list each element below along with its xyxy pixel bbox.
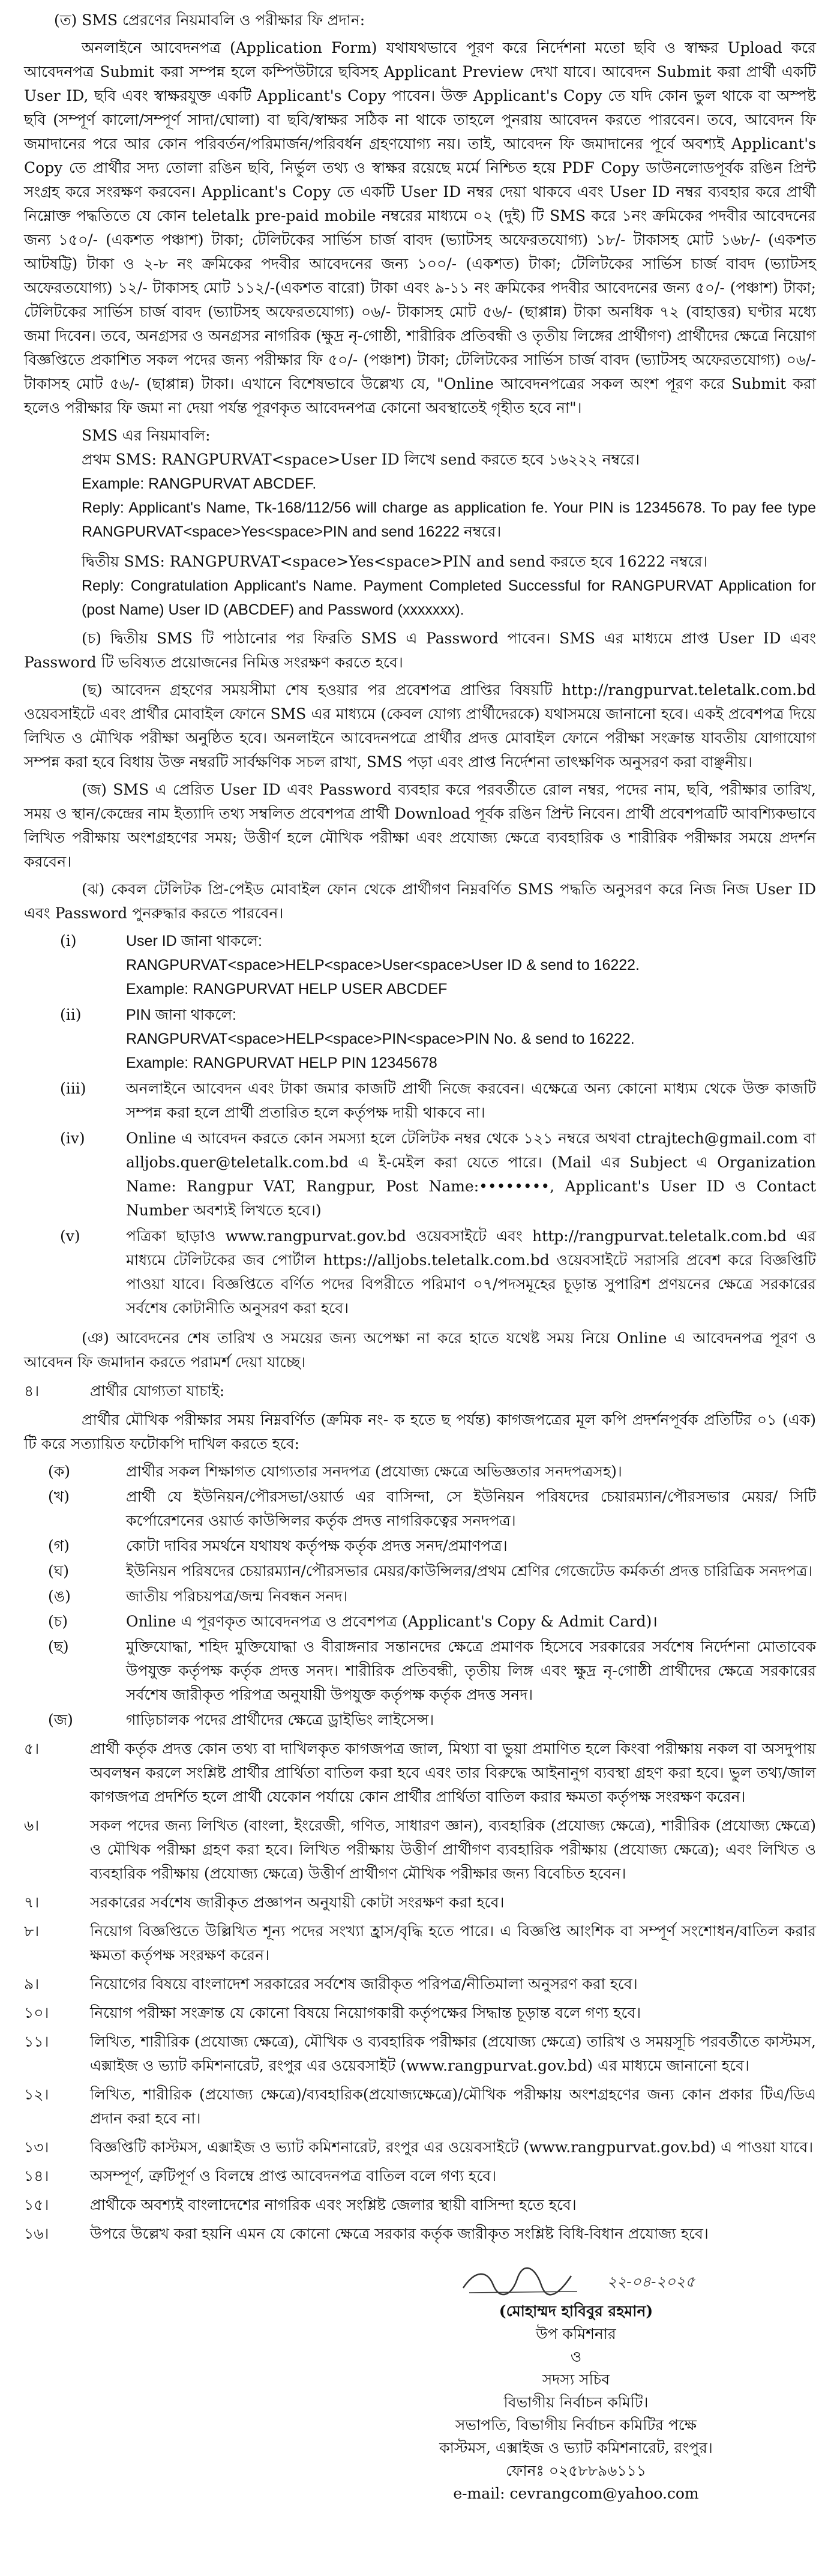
clause-number: ১২। (24, 2086, 49, 2103)
signatory-name: (মোহাম্মদ হাবিবুর রহমান) (499, 2302, 653, 2320)
signature-row (408, 2264, 744, 2300)
clause-number: ৮। (24, 1922, 40, 1940)
eligibility-item-label: (জ) (48, 1711, 73, 1729)
clause (24, 2222, 816, 2246)
recovery-list (60, 929, 816, 1320)
clause-number: ১৬। (24, 2225, 49, 2242)
eligibility-item (48, 1485, 816, 1533)
eligibility-item (48, 1559, 816, 1583)
clause-text: নিয়োগ বিজ্ঞপ্তিতে উল্লিখিত শূন্য পদের সংখ্যা হ্রাস/বৃদ্ধি হতে পারে। এ বিজ্ঞপ্তি আংশিক বা সম্পূর্ণ সংশোধন/বাতিল করার ক্ষমতা কর্তৃপক্ষ সংরক্ষণ করেন। (90, 1922, 816, 1964)
eligibility-item-text: Online এ পূরণকৃত আবেদনপত্র ও প্রবেশপত্র (Applicant's Copy & Admit Card)। (126, 1613, 658, 1630)
recovery-line: Example: RANGPURVAT HELP PIN 12345678 (126, 1055, 437, 1071)
eligibility-section (24, 1379, 816, 1732)
recovery-line: RANGPURVAT<space>HELP<space>User<space>User ID & send to 16222. (126, 957, 640, 974)
clause-text: সরকারের সর্বশেষ জারীকৃত প্রজ্ঞাপন অনুযায়ী কোটা সংরক্ষণ করা হবে। (90, 1894, 505, 1911)
eligibility-item-label: (ছ) (48, 1638, 69, 1655)
eligibility-item-label: (খ) (48, 1488, 70, 1505)
clause-text: অসম্পূর্ণ, ত্রুটিপূর্ণ ও বিলম্বে প্রাপ্ত আবেদনপত্র বাতিল বলে গণ্য হবে। (90, 2167, 497, 2185)
recovery-item (60, 929, 816, 1001)
section-chh-admit-info: (ছ) আবেদন গ্রহণের সময়সীমা শেষ হওয়ার পর প্রবেশপত্র প্রাপ্তির বিষয়টি http://rangpurvat.teletalk.com.bd ওয়েবসাইটে এবং প্রার্থীর মোবাইল ফোনে SMS এর মাধ্যমে (কেবল যোগ্য প্রার্থীদেরকে) যথাসময়ে জানানো হবে। একই প্রবেশপত্র দিয়ে লিখিত ও মৌখিক পরীক্ষা অনুষ্ঠিত হবে। অনলাইনে আবেদনপত্রে প্রার্থীর প্রদত্ত মোবাইল ফোনে পরীক্ষা সংক্রান্ত যাবতীয় যোগাযোগ সম্পন্ন করা হবে বিধায় উক্ত নম্বরটি সার্বক্ষণিক সচল রাখা, SMS পড়া এবং প্রাপ্ত নির্দেশনা তাৎক্ষণিক অনুসরণ করা বাঞ্ছনীয়। (24, 681, 816, 771)
eligibility-item (48, 1635, 816, 1707)
eligibility-item (48, 1610, 816, 1634)
clause-number: ৯। (24, 1975, 40, 1993)
clause (24, 2083, 816, 2131)
clause (24, 2193, 816, 2217)
eligibility-title: প্রার্থীর যোগ্যতা যাচাই: (90, 1382, 225, 1400)
clause-text: উপরে উল্লেখ করা হয়নি এমন যে কোনো ক্ষেত্রে সরকার কর্তৃক জারীকৃত সংশ্লিষ্ট বিধি-বিধান প্রযোজ্য হবে। (90, 2225, 709, 2242)
eligibility-item (48, 1708, 816, 1732)
clause-number: ১৫। (24, 2196, 49, 2213)
clause-text: লিখিত, শারীরিক (প্রযোজ্য ক্ষেত্রে)/ব্যবহারিক(প্রযোজ্যক্ষেত্রে)/মৌখিক পরীক্ষায় অংশগ্রহণের জন্য কোন প্রকার টিএ/ডিএ প্রদান করা হবে না। (90, 2086, 816, 2127)
first-sms-reply: Reply: Applicant's Name, Tk-168/112/56 will charge as application fe. Your PIN is 12345678. To pay fee type RANGPURVAT<space>Yes<space>PIN and send 16222 নম্বরে। (82, 499, 816, 540)
clause (24, 2164, 816, 2188)
eligibility-item-text: প্রার্থী যে ইউনিয়ন/পৌরসভা/ওয়ার্ড এর বাসিন্দা, সে ইউনিয়ন পরিষদের চেয়ারম্যান/পৌরসভার মেয়র/ সিটি কর্পোরেশনের ওয়ার্ড কাউন্সিলর কর্তৃক প্রদত্ত নাগরিকত্বের সনদপত্র। (126, 1488, 816, 1529)
clause (24, 1737, 816, 1809)
clause (24, 1919, 816, 1967)
section-n-advice: (ঞ) আবেদনের শেষ তারিখ ও সময়ের জন্য অপেক্ষা না করে হাতে যথেষ্ট সময় নিয়ে Online এ আবেদনপত্র পূরণ ও আবেদন ফি জমাদান করতে পরামর্শ দেয়া যাচ্ছে। (24, 1329, 816, 1371)
clause-text: বিজ্ঞপ্তিটি কাস্টমস, এক্সাইজ ও ভ্যাট কমিশনারেট, রংপুর এর ওয়েবসাইটে (www.rangpurvat.gov.bd) এ পাওয়া যাবে। (90, 2138, 814, 2156)
eligibility-item-text: ইউনিয়ন পরিষদের চেয়ারম্যান/পৌরসভার মেয়র/কাউন্সিলর/প্রথম শ্রেণির গেজেটেড কর্মকর্তা প্রদত্ত চারিত্রিক সনদপত্র। (126, 1562, 813, 1580)
recovery-line: Example: RANGPURVAT HELP USER ABCDEF (126, 981, 448, 998)
recovery-item (60, 1127, 816, 1223)
section-ch-password: (চ) দ্বিতীয় SMS টি পাঠানোর পর ফিরতি SMS এ Password পাবেন। SMS এর মাধ্যমে প্রাপ্ত User ID এবং Password টি ভবিষ্যত প্রয়োজনের নিমিত্ত সংরক্ষণ করতে হবে। (24, 630, 816, 671)
signature-block (24, 2264, 816, 2576)
numbered-clauses (24, 1737, 816, 2246)
eligibility-intro: প্রার্থীর মৌখিক পরীক্ষার সময় নিম্নবর্ণিত (ক্রমিক নং- ক হতে ছ পর্যন্ত) কাগজপত্রের মূল কপি প্রদর্শনপূর্বক প্রতিটির ০১ (এক) টি করে সত্যায়িত ফটোকপি দাখিল করতে হবে: (24, 1411, 816, 1452)
eligibility-item-text: মুক্তিযোদ্ধা, শহিদ মুক্তিযোদ্ধা ও বীরাঙ্গনার সন্তানদের ক্ষেত্রে প্রমাণক হিসেবে সরকারের সর্বশেষ নির্দেশনা মোতাবেক উপযুক্ত কর্তৃপক্ষ কর্তৃক প্রদত্ত সনদ। শারীরিক প্রতিবন্ধী, তৃতীয় লিঙ্গ এবং ক্ষুদ্র নৃ-গোষ্ঠী প্রার্থীদের ক্ষেত্রে সরকারের সর্বশেষ জারীকৃত পরিপত্র অনুযায়ী উপযুক্ত কর্তৃপক্ষ কর্তৃক প্রদত্ত সনদ। (126, 1638, 816, 1703)
handwritten-signature (457, 2264, 601, 2300)
eligibility-item (48, 1584, 816, 1608)
recovery-line: RANGPURVAT<space>HELP<space>PIN<space>PIN No. & send to 16222. (126, 1031, 635, 1047)
section-jh-recovery: (ঝ) কেবল টেলিটক প্রি-পেইড মোবাইল ফোন থেকে প্রার্থীগণ নিম্নবর্ণিত SMS পদ্ধতি অনুসরণ করে নিজ নিজ User ID এবং Password পুনরুদ্ধার করতে পারবেন। (24, 880, 816, 922)
clause (24, 2030, 816, 2078)
signatory-email: e-mail: cevrangcom@yahoo.com (453, 2485, 699, 2502)
section-t-heading: (ত) SMS প্রেরণের নিয়মাবলি ও পরীক্ষার ফি প্রদান: (54, 11, 365, 29)
clause-number: ৫। (24, 1740, 40, 1757)
clause (24, 1972, 816, 1996)
eligibility-item-label: (চ) (48, 1613, 68, 1630)
eligibility-item-text: জাতীয় পরিচয়পত্র/জন্ম নিবন্ধন সনদ। (126, 1587, 348, 1605)
clause-text: নিয়োগ পরীক্ষা সংক্রান্ত যে কোনো বিষয়ে নিয়োগকারী কর্তৃপক্ষের সিদ্ধান্ত চূড়ান্ত বলে গণ্য হবে। (90, 2004, 641, 2021)
eligibility-item (48, 1460, 816, 1484)
eligibility-item-label: (ক) (48, 1463, 70, 1480)
recovery-item-number: (v) (60, 1227, 80, 1245)
clause-number: ১১। (24, 2033, 49, 2050)
clause-text: প্রার্থীকে অবশ্যই বাংলাদেশের নাগরিক এবং সংশ্লিষ্ট জেলার স্থায়ী বাসিন্দা হতে হবে। (90, 2196, 577, 2213)
eligibility-item (48, 1534, 816, 1558)
eligibility-item-text: প্রার্থীর সকল শিক্ষাগত যোগ্যতার সনদপত্র (প্রযোজ্য ক্ষেত্রে অভিজ্ঞতার সনদপত্রসহ)। (126, 1463, 622, 1480)
recovery-line: Online এ আবেদন করতে কোন সমস্যা হলে টেলিটক নম্বর থেকে ১২১ নম্বরে অথবা ctrajtech@gmail.com বা alljobs.quer@teletalk.com.bd এ ই-মেইল করা যেতে পারে। (Mail এর Subject এ Organization Name: Rangpur VAT, Rangpur, Post Name:••••••••, Applicant's User ID ও Contact Number অবশ্যই লিখতে হবে।) (126, 1130, 816, 1219)
signatory-member: সদস্য সচিব (542, 2371, 610, 2388)
signatory-office: কাস্টমস, এক্সাইজ ও ভ্যাট কমিশনারেট, রংপুর। (439, 2439, 713, 2457)
recovery-item-number: (ii) (60, 1006, 82, 1023)
eligibility-item-text: গাড়িচালক পদের প্রার্থীদের ক্ষেত্রে ড্রাইভিং লাইসেন্স। (126, 1711, 434, 1729)
recovery-item (60, 1077, 816, 1125)
sms-rules-title: SMS এর নিয়মাবলি: (82, 427, 211, 444)
signatory-committee: বিভাগীয় নির্বাচন কমিটি। (503, 2394, 649, 2411)
eligibility-item-label: (গ) (48, 1537, 70, 1554)
first-sms-example: Example: RANGPURVAT ABCDEF. (82, 475, 317, 492)
recovery-line: পত্রিকা ছাড়াও www.rangpurvat.gov.bd ওয়েবসাইটে এবং http://rangpurvat.teletalk.com.bd এর মাধ্যমে টেলিটকের জব পোর্টাল https://alljobs.teletalk.com.bd ওয়েবসাইটে সরাসরি প্রবেশ করে বিজ্ঞপ্তিটি পাওয়া যাবে। বিজ্ঞপ্তিতে বর্ণিত পদের বিপরীতে পরিমাণ ০৭/পদসমূহের চূড়ান্ত সুপারিশ প্রণয়নের ক্ষেত্রে সরকারের সর্বশেষ কোটানীতি অনুসরণ করা হবে। (126, 1227, 816, 1317)
signature-date: ২২-০৪-২০২৫ (607, 2273, 695, 2290)
clause-number: ১৩। (24, 2138, 49, 2156)
clause (24, 2001, 816, 2025)
section-j-admit-download: (জ) SMS এ প্রেরিত User ID এবং Password ব্যবহার করে পরবর্তীতে রোল নম্বর, পদের নাম, ছবি, পরীক্ষার তারিখ, সময় ও স্থান/কেন্দ্রের নাম ইত্যাদি তথ্য সম্বলিত প্রবেশপত্র প্রার্থী Download পূর্বক রঙিন প্রিন্ট নিবেন। প্রার্থী প্রবেশপত্রটি আবশ্যিকভাবে লিখিত পরীক্ষায় অংশগ্রহণের সময়; উত্তীর্ণ হলে মৌখিক পরীক্ষা এবং প্রযোজ্য ক্ষেত্রে ব্যবহারিক ও শারীরিক পরীক্ষার সময়ে প্রদর্শন করবেন। (24, 781, 816, 870)
clause-text: সকল পদের জন্য লিখিত (বাংলা, ইংরেজী, গণিত, সাধারণ জ্ঞান), ব্যবহারিক (প্রযোজ্য ক্ষেত্রে), শারীরিক (প্রযোজ্য ক্ষেত্রে) ও মৌখিক পরীক্ষা গ্রহণ করা হবে। লিখিত পরীক্ষায় উত্তীর্ণ প্রার্থীগণ ব্যবহারিক পরীক্ষায় (প্রযোজ্য ক্ষেত্রে); এবং লিখিত ও ব্যবহারিক পরীক্ষায় (প্রযোজ্য ক্ষেত্রে) উত্তীর্ণ প্রার্থীগণ মৌখিক পরীক্ষার জন্য বিবেচিত হবেন। (90, 1817, 816, 1882)
eligibility-item-label: (ঙ) (48, 1587, 71, 1605)
recovery-line: PIN জানা থাকলে: (126, 1007, 236, 1023)
clause (24, 2135, 816, 2159)
clause-number: ১৪। (24, 2167, 49, 2185)
clause-text: লিখিত, শারীরিক (প্রযোজ্য ক্ষেত্রে), মৌখিক ও ব্যবহারিক পরীক্ষার (প্রযোজ্য ক্ষেত্রে) তারিখ ও সময়সূচি পরবর্তীতে কাস্টমস, এক্সাইজ ও ভ্যাট কমিশনারেট, রংপুর এর ওয়েবসাইট (www.rangpurvat.gov.bd) এর মাধ্যমে জানানো হবে। (90, 2033, 816, 2074)
clause (24, 1814, 816, 1886)
section-t-body: অনলাইনে আবেদনপত্র (Application Form) যথাযথভাবে পূরণ করে নির্দেশনা মতো ছবি ও স্বাক্ষর Upload করে আবেদনপত্র Submit করা সম্পন্ন হলে কম্পিউটারে ছবিসহ Applicant Preview দেখা যাবে। আবেদন Submit করা প্রার্থী একটি User ID, ছবি এবং স্বাক্ষরযুক্ত একটি Applicant's Copy পাবেন। উক্ত Applicant's Copy তে যদি কোন ভুল থাকে বা অস্পষ্ট ছবি (সম্পূর্ণ কালো/সম্পূর্ণ সাদা/ঘোলা) বা ছবি/স্বাক্ষর সঠিক না থাকে তাহলে পুনরায় আবেদন করতে পারবেন। তবে, আবেদন ফি জমাদানের পরে আর কোন পরিবর্তন/পরিমার্জন/পরিবর্ধন গ্রহণযোগ্য নয়। তাই, আবেদন ফি জমাদানের পূর্বে অবশ্যই Applicant's Copy তে প্রার্থীর সদ্য তোলা রঙিন ছবি, নির্ভুল তথ্য ও স্বাক্ষর রয়েছে মর্মে নিশ্চিত হয়ে PDF Copy ডাউনলোডপূর্বক রঙিন প্রিন্ট সংগ্রহ করে সংরক্ষণ করবেন। Applicant's Copy তে একটি User ID নম্বর দেয়া থাকবে এবং User ID নম্বর ব্যবহার করে প্রার্থী নিম্নোক্ত পদ্ধতিতে যে কোন teletalk pre-paid mobile নম্বরের মাধ্যমে ০২ (দুই) টি SMS করে ১নং ক্রমিকের পদবীর আবেদনের জন্য ১৫০/- (একশত পঞ্চাশ) টাকা; টেলিটকের সার্ভিস চার্জ বাবদ (ভ্যাটসহ অফেরতযোগ্য) ১৮/- টাকাসহ মোট ১৬৮/- (একশত আটষট্টি) টাকা ও ২-৮ নং ক্রমিকের পদবীর আবেদনের জন্য ১০০/- (একশত) টাকা; টেলিটকের সার্ভিস চার্জ বাবদ (ভ্যাটসহ অফেরতযোগ্য) ১২/- টাকাসহ মোট ১১২/-(একশত বারো) টাকা এবং ৯-১১ নং ক্রমিকের পদবীর আবেদনের জন্য ৫০/- (পঞ্চাশ) টাকা; টেলিটকের সার্ভিস চার্জ বাবদ (ভ্যাটসহ অফেরতযোগ্য) ০৬/- টাকাসহ মোট ৫৬/- (ছাপ্পান্ন) টাকা অনধিক ৭২ (বাহাত্তর) ঘণ্টার মধ্যে জমা দিবেন। তবে, অনগ্রসর ও অনগ্রসর নাগরিক (ক্ষুদ্র নৃ-গোষ্ঠী, শারীরিক প্রতিবন্ধী ও তৃতীয় লিঙ্গের প্রার্থীগণ) প্রার্থীদের ক্ষেত্রে নিয়োগ বিজ্ঞপ্তিতে প্রকাশিত সকল পদের জন্য পরীক্ষার ফি ৫০/- (পঞ্চাশ) টাকা; টেলিটকের সার্ভিস চার্জ বাবদ (ভ্যাটসহ অফেরতযোগ্য) ০৬/- টাকাসহ মোট ৫৬/- (ছাপ্পান্ন) টাকা। এখানে বিশেষভাবে উল্লেখ্য যে, "Online আবেদনপত্রের সকল অংশ পূরণ করে Submit করা হলেও পরীক্ষার ফি জমা না দেয়া পর্যন্ত পূরণকৃত আবেদনপত্র কোনো অবস্থাতেই গৃহীত হবে না"। (24, 39, 816, 417)
eligibility-number: ৪। (24, 1382, 40, 1400)
clause-number: ৬। (24, 1817, 40, 1834)
eligibility-item-text: কোটা দাবির সমর্থনে যথাযথ কর্তৃপক্ষ কর্তৃক প্রদত্ত সনদ/প্রমাণপত্র। (126, 1537, 508, 1554)
signatory-title: উপ কমিশনার (536, 2325, 616, 2343)
recovery-item-number: (iv) (60, 1130, 85, 1147)
signatory-and: ও (570, 2348, 582, 2365)
recovery-item (60, 1003, 816, 1075)
clause-text: প্রার্থী কর্তৃক প্রদত্ত কোন তথ্য বা দাখিলকৃত কাগজপত্র জাল, মিথ্যা বা ভুয়া প্রমাণিত হলে কিংবা পরীক্ষায় নকল বা অসদুপায় অবলম্বন করলে সংশ্লিষ্ট প্রার্থীর প্রার্থিতা বাতিল করা হবে এবং তার বিরুদ্ধে আইনানুগ ব্যবস্থা গ্রহণ করা হবে। ভুল তথ্য/জাল কাগজপত্র প্রদর্শিত হলে প্রার্থী যেকোন পর্যায়ে কোন প্রার্থীর প্রার্থিতা বাতিল করার ক্ষমতা কর্তৃপক্ষ সংরক্ষণ করেন। (90, 1740, 816, 1805)
recovery-line: অনলাইনে আবেদন এবং টাকা জমার কাজটি প্রার্থী নিজে করবেন। এক্ষেত্রে অন্য কোনো মাধ্যম থেকে উক্ত কাজটি সম্পন্ন করা হলে প্রার্থী প্রতারিত হলে কর্তৃপক্ষ দায়ী থাকবে না। (126, 1080, 816, 1121)
clause (24, 1891, 816, 1915)
second-sms-instruction: দ্বিতীয় SMS: RANGPURVAT<space>Yes<space>PIN and send করতে হবে 16222 নম্বরে। (82, 553, 708, 570)
first-sms-instruction: প্রথম SMS: RANGPURVAT<space>User ID লিখে send করতে হবে ১৬২২২ নম্বরে। (82, 451, 640, 468)
recruitment-notice-document (24, 0, 816, 2576)
signatory-on-behalf: সভাপতি, বিভাগীয় নির্বাচন কমিটির পক্ষে (455, 2416, 697, 2434)
eligibility-item-label: (ঘ) (48, 1562, 69, 1580)
clause-number: ১০। (24, 2004, 49, 2021)
clause-text: নিয়োগের বিষয়ে বাংলাদেশ সরকারের সর্বশেষ জারীকৃত পরিপত্র/নীতিমালা অনুসরণ করা হবে। (90, 1975, 638, 1993)
signatory-phone: ফোনঃ ০২৫৮৮৯৬১১১ (505, 2462, 647, 2479)
recovery-item-number: (i) (60, 932, 77, 949)
recovery-line: User ID জানা থাকলে: (126, 933, 262, 949)
clause-number: ৭। (24, 1894, 40, 1911)
second-sms-reply: Reply: Congratulation Applicant's Name. Payment Completed Successful for RANGPURVAT Application for (post Name) User ID (ABCDEF) and Password (xxxxxxx). (82, 577, 816, 618)
sms-rules-block (24, 424, 816, 622)
recovery-item (60, 1224, 816, 1320)
recovery-item-number: (iii) (60, 1080, 86, 1097)
